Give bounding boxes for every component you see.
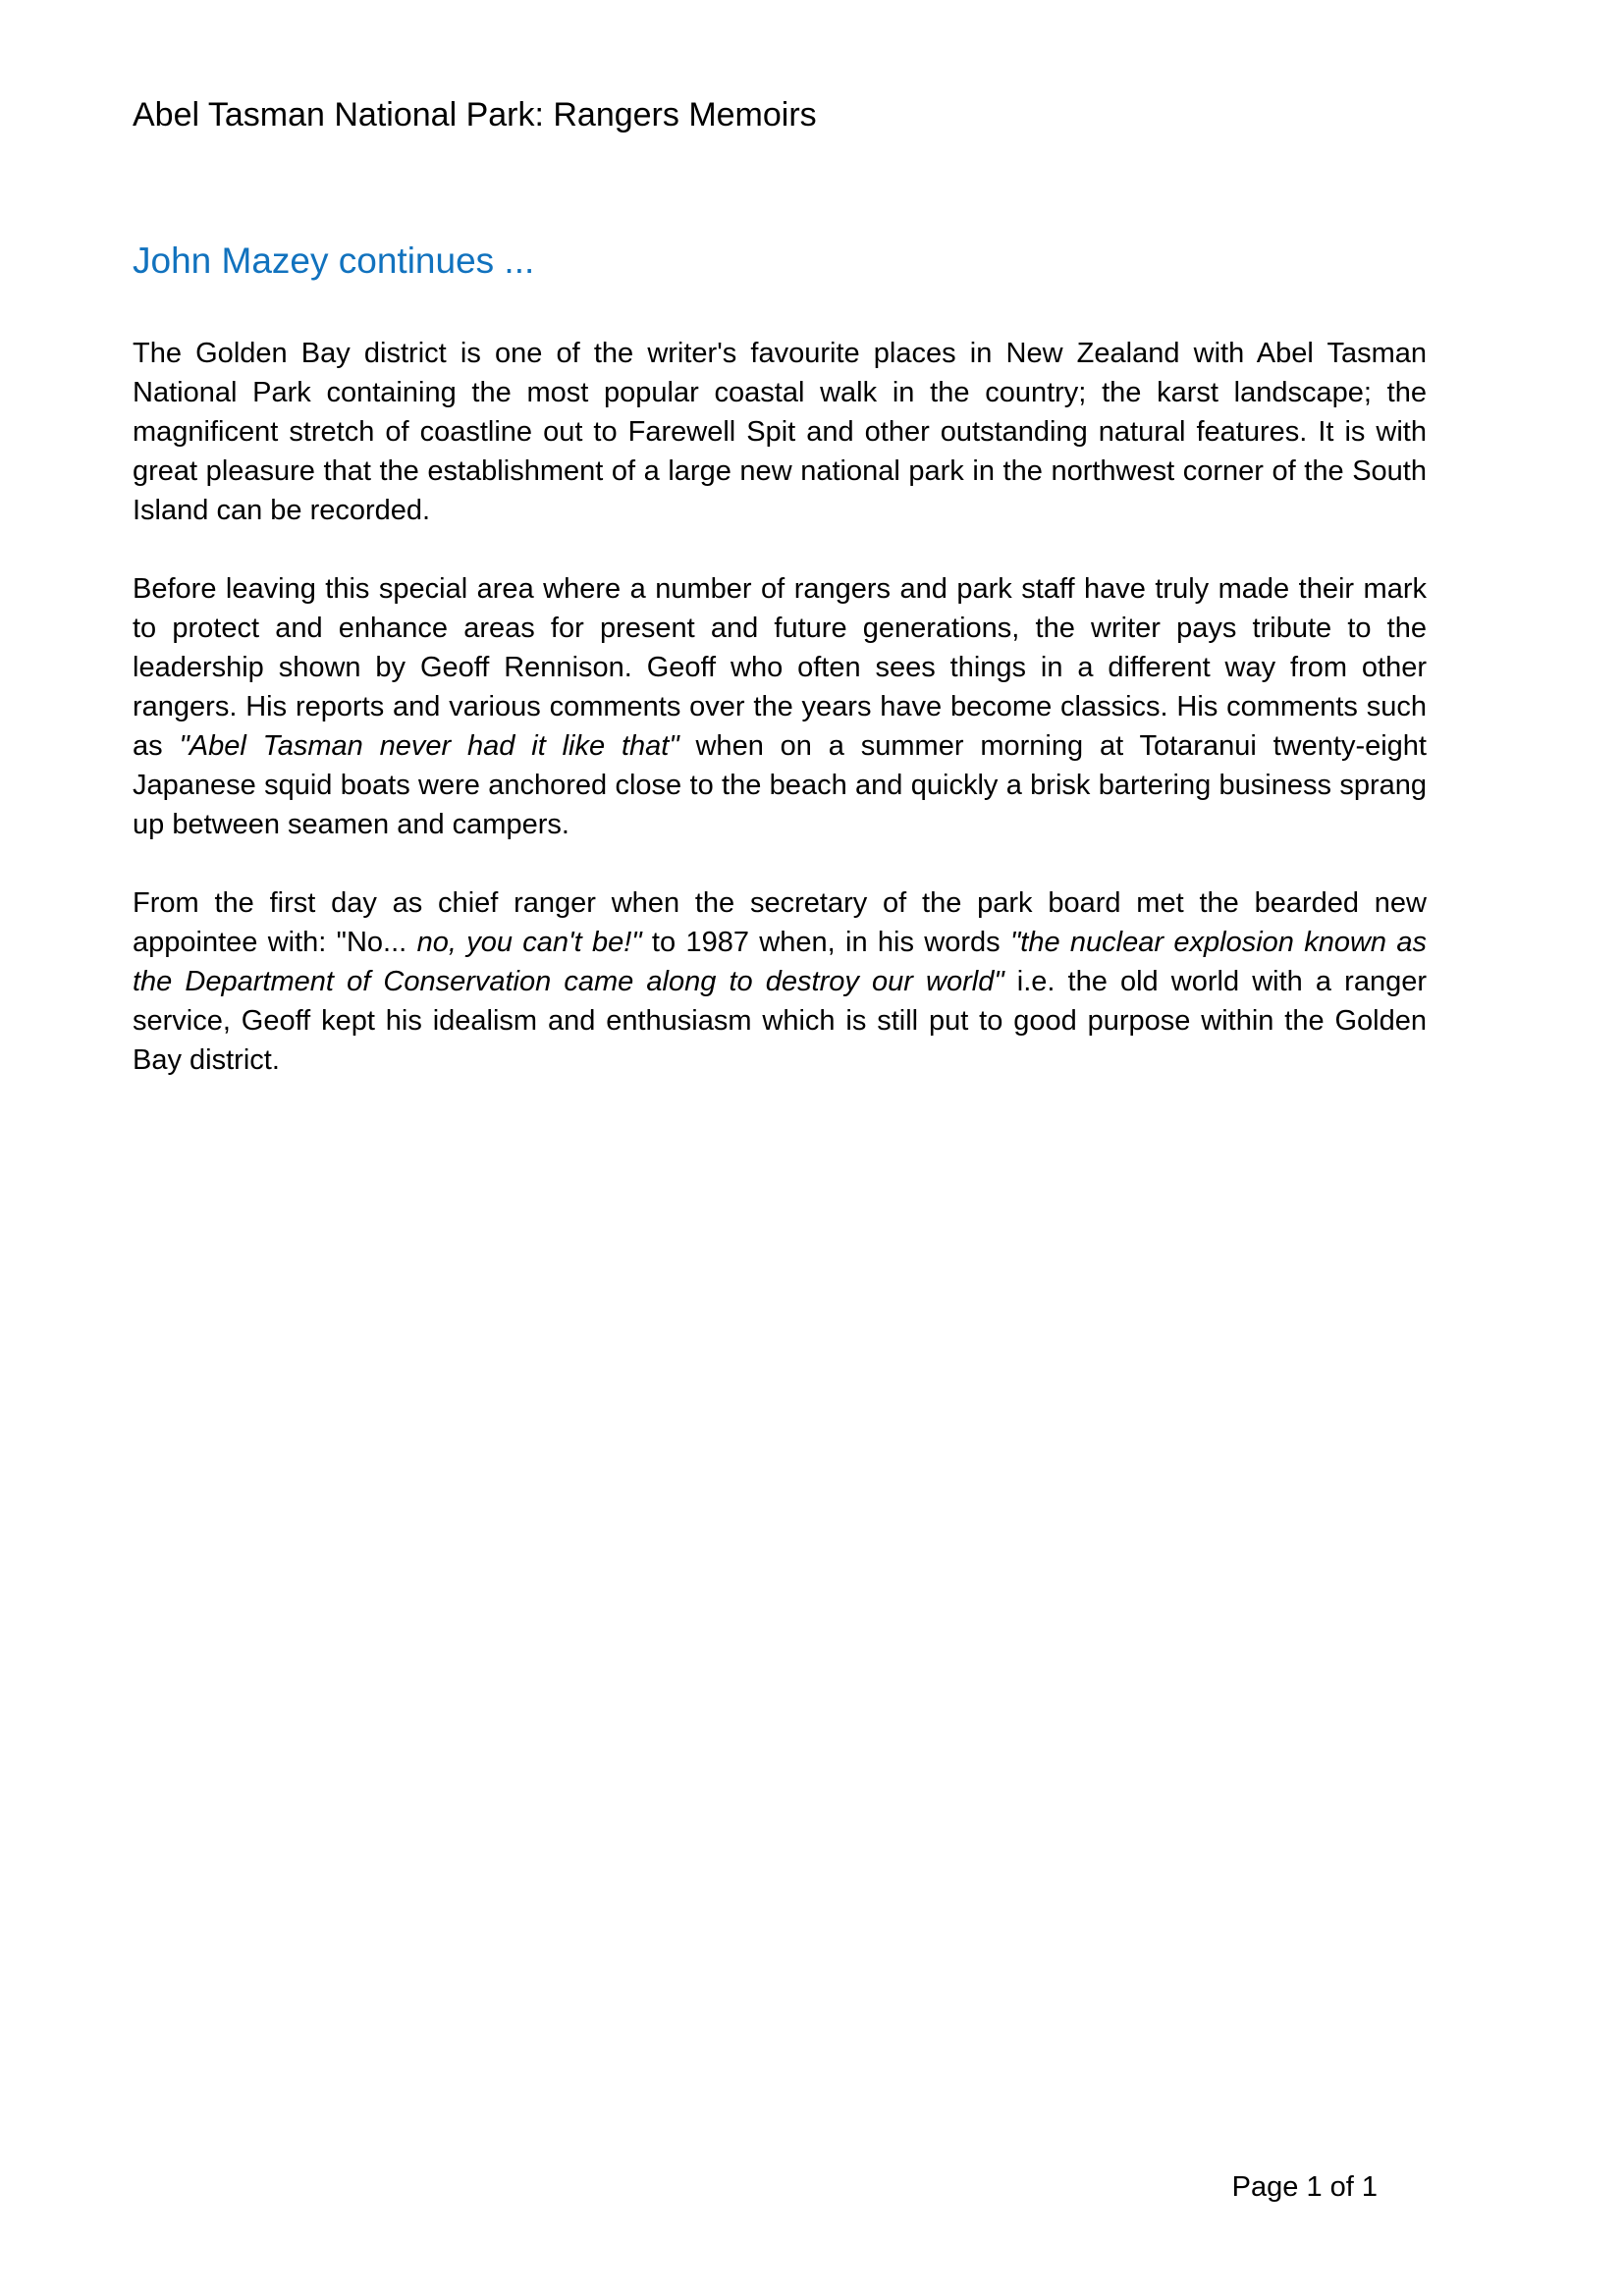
italic-run: "Abel Tasman never had it like that" <box>179 730 679 763</box>
text-run: From the first day as chief ranger when the secretary of the park board met the bearded new appointee with: "No... <box>133 887 1427 959</box>
text-run: to 1987 when, in his words <box>641 927 1010 959</box>
document-title: Abel Tasman National Park: Rangers Memoirs <box>133 96 817 133</box>
text-run: The Golden Bay district is one of the writer's favourite places in New Zealand with Abel Tasman National Park containing the most popular coastal walk in the country; the karst landscape; the magnificent stretch of coastline out to Farewell Spit and other outstanding natural features. It is with great pleasure that the establishment of a large new national park in the northwest corner of the South Island can be recorded. <box>133 338 1427 527</box>
italic-run: no, you can't be!" <box>416 927 642 959</box>
text-run: i.e. the old world with a ranger service, Geoff kept his idealism and enthusiasm which is still put to good purpose within the Golden Bay district. <box>133 966 1427 1077</box>
section-heading: John Mazey continues ... <box>133 240 535 281</box>
document-body <box>133 334 1427 1080</box>
paragraph <box>133 334 1427 530</box>
text-run: Before leaving this special area where a number of rangers and park staff have truly made their mark to protect and enhance areas for present and future generations, the writer pays tribute to the leadership shown by Geoff Rennison. Geoff who often sees things in a different way from other rangers. His reports and various comments over the years have become classics. His comments such as <box>133 573 1427 763</box>
paragraph <box>133 883 1427 1080</box>
paragraph <box>133 569 1427 844</box>
text-run: when on a summer morning at Totaranui twenty-eight Japanese squid boats were anchored close to the beach and quickly a brisk bartering business sprang up between seamen and campers. <box>133 730 1427 841</box>
document-content <box>133 0 1427 1119</box>
italic-run: "the nuclear explosion known as the Department of Conservation came along to destroy our world" <box>133 927 1428 998</box>
page-number-footer: Page 1 of 1 <box>1231 2171 1378 2203</box>
